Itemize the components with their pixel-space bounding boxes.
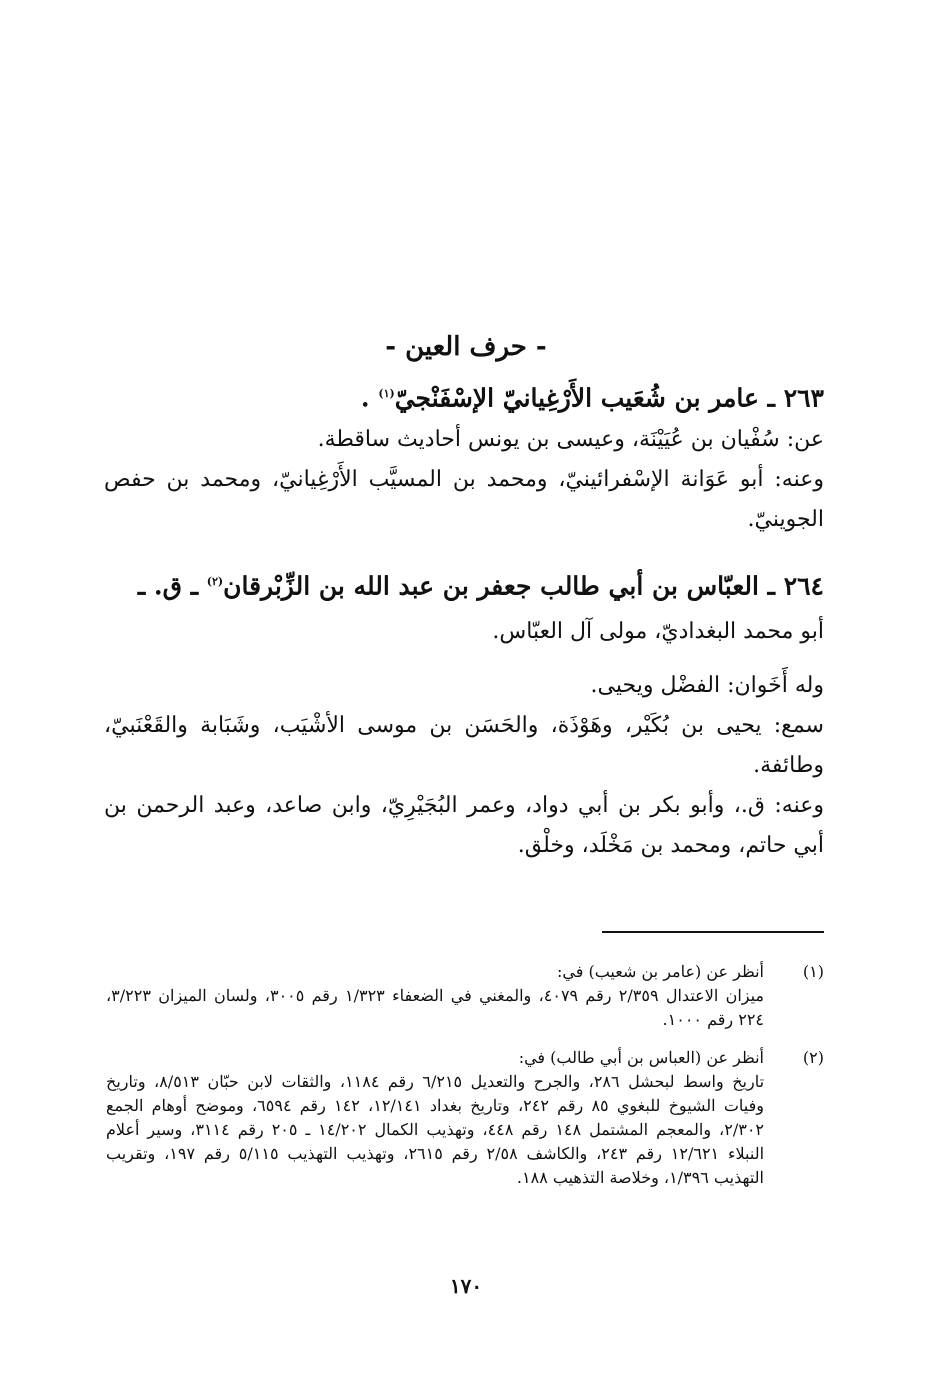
entry-title (104, 372, 824, 420)
footnote-1 (106, 960, 824, 1032)
entry-title-end: . (360, 383, 370, 413)
paragraph: سمع: يحيى بن بُكَيْر، وهَوْذَة، والحَسَن بن موسى الأشْيَب، وشَبَابة والقَعْنَبيّ، وطائفة. (104, 713, 824, 779)
footnote-body (106, 1046, 764, 1190)
entry-title-text: ٢٦٣ ـ عامر بن شُعَيب الأَرْغِيانيّ الإسْفَنْجيّ (394, 383, 824, 413)
paragraph: أبو محمد البغداديّ، مولى آل العبّاس. (492, 619, 824, 645)
footnote-number: (١) (802, 962, 824, 981)
entry-title (104, 560, 824, 608)
entry-title-text: ٢٦٤ ـ العبّاس بن أبي طالب جعفر بن عبد الله بن الزِّبْرقان (223, 571, 824, 601)
paragraph: عن: سُفْيان بن عُيَيْنَة، وعيسى بن يونس أحاديث ساقطة. (317, 427, 824, 453)
page-number: ١٧٠ (449, 1274, 483, 1298)
paragraph: وعنه: ق.، وأبو بكر بن أبي دواد، وعمر البُجَيْرِيّ، وابن صاعد، وعبد الرحمن بن أبي حاتم، ومحمد بن مَخْلَد، وخلْق. (104, 793, 824, 859)
footnote-2 (106, 1046, 824, 1190)
footnote-line: أنظر عن (العباس بن أبي طالب) في: (518, 1048, 764, 1067)
entry-263 (104, 372, 824, 540)
footnote-reference: (٢) (206, 575, 224, 588)
footnote-reference: (١) (378, 387, 395, 400)
entry-title-end: ـ ق. ـ (137, 571, 199, 601)
paragraph: وعنه: أبو عَوَانة الإسْفرائينيّ، ومحمد بن المسيَّب الأَرْغِيانيّ، ومحمد بن حفص الجوينيّ. (104, 467, 824, 533)
paragraph: وله أَخَوان: الفضْل ويحيى. (590, 673, 824, 699)
footnote-separator (602, 931, 824, 933)
footnote-number: (٢) (802, 1048, 824, 1067)
entry-264 (104, 560, 824, 866)
section-heading: - حرف العين - (385, 332, 547, 362)
footnote-line: ميزان الاعتدال ٢/٣٥٩ رقم ٤٠٧٩، والمغني في الضعفاء ١/٣٢٣ رقم ٣٠٠٥، ولسان الميزان ٣/٢٢٣، ٢٢٤ رقم ١٠٠٠. (106, 986, 765, 1029)
footnote-body (106, 960, 764, 1032)
footnote-line: أنظر عن (عامر بن شعيب) في: (557, 962, 764, 981)
footnote-line: تاريخ واسط لبحشل ٢٨٦، والجرح والتعديل ٦/٢١٥ رقم ١١٨٤، والثقات لابن حبّان ٨/٥١٣، وتاريخ وفيات الشيوخ للبغوي ٨٥ رقم ٢٤٢، وتاريخ بغداد ١٢/١٤١، ١٤٢ رقم ٦٥٩٤، وموضح أوهام الجمع ٢/٣٠٢، والمعجم المشتمل ١٤٨ رقم ٤٤٨، وتهذيب الكمال ١٤/٢٠٢ ـ ٢٠٥ رقم ٣١١٤، وسير أعلام النبلاء ١٢/٦٢١ رقم ٢٤٣، والكاشف ٢/٥٨ رقم ٢٦١٥، وتهذيب التهذيب ٥/١١٥ رقم ١٩٧، وتقريب التهذيب ١/٣٩٦، وخلاصة التذهيب ١٨٨. (106, 1072, 765, 1187)
